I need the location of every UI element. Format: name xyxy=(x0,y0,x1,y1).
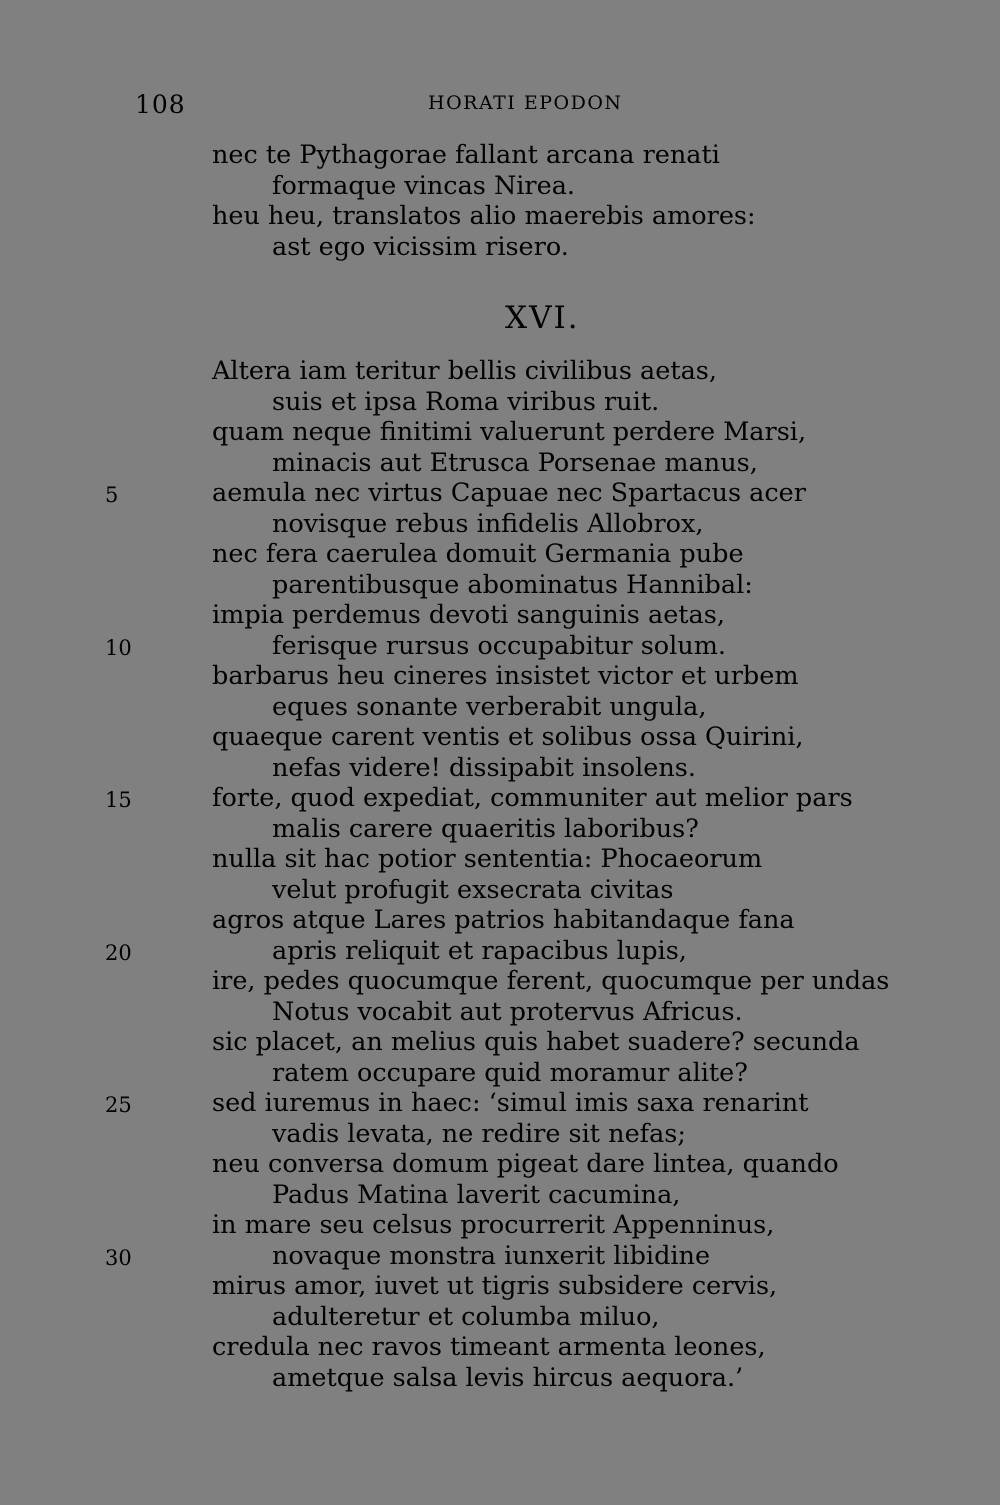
verse-line: in mare seu celsus procurrerit Appenninus, xyxy=(212,1210,775,1240)
verse-line: barbarus heu cineres insistet victor et urbem xyxy=(212,661,799,691)
verse-line: nec fera caerulea domuit Germania pube xyxy=(212,539,744,569)
verse-line: forte, quod expediat, communiter aut melior pars xyxy=(212,783,853,813)
verse-line: vadis levata, ne redire sit nefas; xyxy=(272,1118,686,1149)
verse-line: nefas videre! dissipabit insolens. xyxy=(272,752,696,783)
verse-line: nec te Pythagorae fallant arcana renati xyxy=(212,140,720,170)
verse-line: aemula nec virtus Capuae nec Spartacus acer xyxy=(212,478,806,508)
verse-line: sed iuremus in haec: ‘simul imis saxa renarint xyxy=(212,1088,809,1118)
verse-line: apris reliquit et rapacibus lupis, xyxy=(272,935,687,966)
epode-numeral: XVI. xyxy=(505,300,580,336)
verse-line: formaque vincas Nirea. xyxy=(272,170,576,201)
verse-line: novisque rebus infidelis Allobrox, xyxy=(272,508,704,539)
line-number: 20 xyxy=(105,940,132,965)
verse-line: velut profugit exsecrata civitas xyxy=(272,874,674,905)
verse-line: agros atque Lares patrios habitandaque fana xyxy=(212,905,795,935)
line-number: 25 xyxy=(105,1093,132,1117)
verse-line: suis et ipsa Roma viribus ruit. xyxy=(272,386,660,417)
verse-line: novaque monstra iunxerit libidine xyxy=(272,1240,711,1271)
verse-line: mirus amor, iuvet ut tigris subsidere cervis, xyxy=(212,1271,778,1301)
line-number: 15 xyxy=(105,788,132,812)
verse-line: ire, pedes quocumque ferent, quocumque per undas xyxy=(212,966,890,996)
verse-line: ferisque rursus occupabitur solum. xyxy=(272,630,727,661)
verse-line: eques sonante verberabit ungula, xyxy=(272,691,707,722)
verse-line: heu heu, translatos alio maerebis amores: xyxy=(212,201,756,231)
verse-line: quaeque carent ventis et solibus ossa Quirini, xyxy=(212,722,804,752)
line-number: 5 xyxy=(105,483,119,507)
verse-line: nulla sit hac potior sententia: Phocaeorum xyxy=(212,844,763,874)
verse-line: ametque salsa levis hircus aequora.’ xyxy=(272,1362,744,1393)
running-head: HORATI EPODON xyxy=(428,92,623,114)
verse-line: parentibusque abominatus Hannibal: xyxy=(272,569,753,600)
verse-line: malis carere quaeritis laboribus? xyxy=(272,813,699,844)
verse-line: quam neque finitimi valuerunt perdere Marsi, xyxy=(212,417,807,447)
verse-line: credula nec ravos timeant armenta leones, xyxy=(212,1332,766,1362)
verse-line: Notus vocabit aut protervus Africus. xyxy=(272,996,743,1027)
verse-line: sic placet, an melius quis habet suadere? secunda xyxy=(212,1027,860,1057)
verse-line: ratem occupare quid moramur alite? xyxy=(272,1057,748,1088)
verse-line: neu conversa domum pigeat dare lintea, quando xyxy=(212,1149,839,1179)
line-number: 10 xyxy=(105,635,132,660)
verse-line: Altera iam teritur bellis civilibus aetas, xyxy=(212,356,717,386)
verse-line: Padus Matina laverit cacumina, xyxy=(272,1179,681,1210)
line-number: 30 xyxy=(105,1245,132,1270)
verse-line: ast ego vicissim risero. xyxy=(272,231,569,262)
page-number: 108 xyxy=(135,90,186,119)
verse-line: impia perdemus devoti sanguinis aetas, xyxy=(212,600,725,630)
verse-line: minacis aut Etrusca Porsenae manus, xyxy=(272,447,758,478)
verse-line: adulteretur et columba miluo, xyxy=(272,1301,660,1332)
